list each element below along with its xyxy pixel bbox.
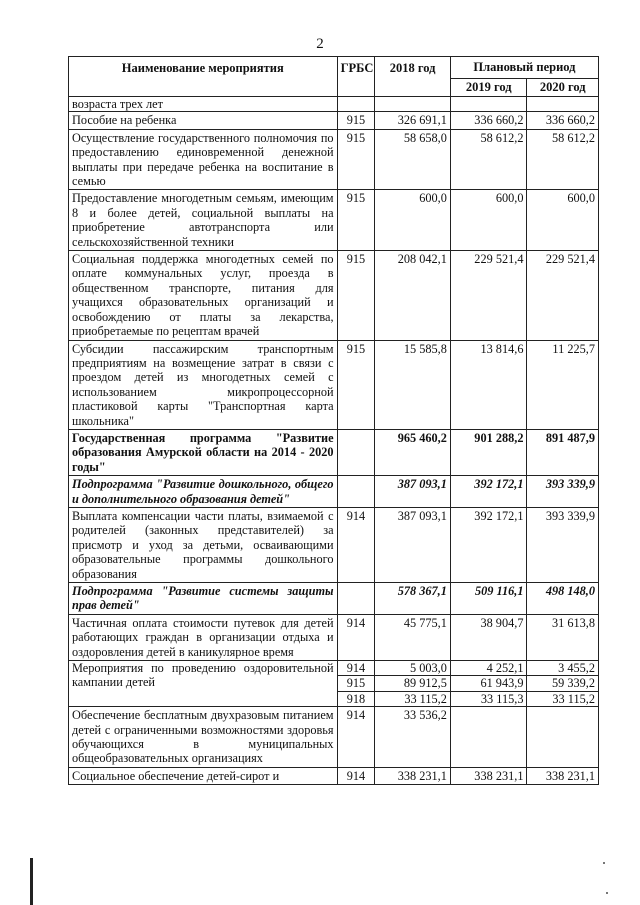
row-2019: 38 904,7: [450, 614, 527, 660]
table-row: [69, 112, 599, 129]
row-2019: [450, 707, 527, 768]
table-row: [69, 476, 599, 508]
row-grbs: [337, 476, 375, 508]
header-grbs: ГРБС: [337, 57, 375, 97]
header-2018: 2018 год: [375, 57, 451, 97]
table-row: [69, 129, 599, 190]
row-2020: 393 339,9: [527, 476, 599, 508]
row-2020: 3 455,2: [527, 661, 599, 676]
row-2018: 600,0: [375, 190, 451, 251]
row-name: Социальное обеспечение детей-сирот и: [69, 767, 338, 784]
row-name: возраста трех лет: [69, 97, 338, 112]
table-row: [69, 767, 599, 784]
table-row: [69, 97, 599, 112]
row-grbs: [337, 97, 375, 112]
row-name: Подпрограмма "Развитие дошкольного, общего и дополнительного образования детей": [69, 476, 338, 508]
row-2018: [375, 97, 451, 112]
row-2019: 229 521,4: [450, 251, 527, 340]
row-2019: 392 172,1: [450, 507, 527, 582]
row-name: Подпрограмма "Развитие системы защиты прав детей": [69, 583, 338, 615]
header-name: Наименование мероприятия: [69, 57, 338, 97]
row-2018: 965 460,2: [375, 429, 451, 475]
row-2019: 600,0: [450, 190, 527, 251]
row-name: Предоставление многодетным семьям, имеющим 8 и более детей, социальной выплаты на приобретение автотранспорта или сельскохозяйственной техники: [69, 190, 338, 251]
row-2019: 13 814,6: [450, 340, 527, 429]
table-body: [69, 97, 599, 785]
row-grbs: [337, 583, 375, 615]
row-2020: 498 148,0: [527, 583, 599, 615]
table-header: [69, 57, 599, 97]
row-2019: [450, 97, 527, 112]
row-name: Выплата компенсации части платы, взимаемой с родителей (законных представителей) за присмотр и уход за детьми, осваивающими образовательные программы дошкольного образования: [69, 507, 338, 582]
row-grbs: 915: [337, 129, 375, 190]
table-row: [69, 507, 599, 582]
budget-table: [68, 56, 599, 785]
row-2019: 392 172,1: [450, 476, 527, 508]
header-2019: 2019 год: [450, 79, 527, 97]
row-2020: [527, 97, 599, 112]
row-grbs: 914: [337, 661, 375, 676]
row-2020: 891 487,9: [527, 429, 599, 475]
row-name: Субсидии пассажирским транспортным предприятиям на возмещение затрат в связи с проездом детей из многодетных семей с использованием микропроцессорной пластиковой карты "Транспортная карта школьника": [69, 340, 338, 429]
row-grbs: 914: [337, 614, 375, 660]
row-2019: 901 288,2: [450, 429, 527, 475]
row-grbs: 915: [337, 340, 375, 429]
table-row: [69, 707, 599, 768]
row-2019: 509 116,1: [450, 583, 527, 615]
row-2019: 58 612,2: [450, 129, 527, 190]
row-2020: 11 225,7: [527, 340, 599, 429]
row-name: Осуществление государственного полномочия по предоставлению единовременной денежной выплаты при передаче ребенка на воспитание в семью: [69, 129, 338, 190]
row-2018: 578 367,1: [375, 583, 451, 615]
row-grbs: 914: [337, 767, 375, 784]
row-grbs: 915: [337, 676, 375, 691]
page-number: 2: [316, 36, 324, 52]
row-name: Обеспечение бесплатным двухразовым питанием детей с ограниченными возможностями здоровья обучающихся в муниципальных общеобразовательных организациях: [69, 707, 338, 768]
row-2019: 4 252,1: [450, 661, 527, 676]
row-name: Частичная оплата стоимости путевок для детей работающих граждан в организации отдыха и оздоровления детей в каникулярное время: [69, 614, 338, 660]
header-2020: 2020 год: [527, 79, 599, 97]
row-2020: 600,0: [527, 190, 599, 251]
row-2018: 45 775,1: [375, 614, 451, 660]
row-name: Мероприятия по проведению оздоровительной кампании детей: [69, 661, 338, 707]
row-2020: 393 339,9: [527, 507, 599, 582]
row-2019: 61 943,9: [450, 676, 527, 691]
row-grbs: 915: [337, 112, 375, 129]
row-2020: 336 660,2: [527, 112, 599, 129]
table-row: [69, 251, 599, 340]
row-name: Социальная поддержка многодетных семей по оплате коммунальных услуг, проезда в общественном транспорте, питания для учащихся образовательных организаций и освобождению от платы за лекарства, приобретаемые по рецептам врачей: [69, 251, 338, 340]
row-name: Пособие на ребенка: [69, 112, 338, 129]
scan-speck: [603, 862, 605, 864]
table-row: [69, 583, 599, 615]
row-2018: 387 093,1: [375, 507, 451, 582]
row-2020: 58 612,2: [527, 129, 599, 190]
row-2018: 387 093,1: [375, 476, 451, 508]
row-2018: 338 231,1: [375, 767, 451, 784]
row-2018: 33 115,2: [375, 691, 451, 706]
row-2020: 31 613,8: [527, 614, 599, 660]
row-2018: 326 691,1: [375, 112, 451, 129]
row-2019: 338 231,1: [450, 767, 527, 784]
row-grbs: 914: [337, 507, 375, 582]
header-plan-period: Плановый период: [450, 57, 598, 79]
row-grbs: [337, 429, 375, 475]
scan-speck: [606, 892, 608, 894]
row-grbs: 918: [337, 691, 375, 706]
row-2019: 336 660,2: [450, 112, 527, 129]
row-2020: [527, 707, 599, 768]
table-row: [69, 614, 599, 660]
margin-binding-mark: [30, 858, 33, 905]
row-2020: 338 231,1: [527, 767, 599, 784]
row-2018: 208 042,1: [375, 251, 451, 340]
row-2018: 89 912,5: [375, 676, 451, 691]
row-2019: 33 115,3: [450, 691, 527, 706]
table-row: [69, 190, 599, 251]
table-row: [69, 340, 599, 429]
row-2018: 15 585,8: [375, 340, 451, 429]
row-2018: 5 003,0: [375, 661, 451, 676]
row-name: Государственная программа "Развитие образования Амурской области на 2014 - 2020 годы": [69, 429, 338, 475]
table-row: [69, 661, 599, 676]
row-2020: 33 115,2: [527, 691, 599, 706]
row-2018: 33 536,2: [375, 707, 451, 768]
row-grbs: 914: [337, 707, 375, 768]
row-grbs: 915: [337, 190, 375, 251]
row-grbs: 915: [337, 251, 375, 340]
row-2020: 229 521,4: [527, 251, 599, 340]
row-2020: 59 339,2: [527, 676, 599, 691]
row-2018: 58 658,0: [375, 129, 451, 190]
table-row: [69, 429, 599, 475]
